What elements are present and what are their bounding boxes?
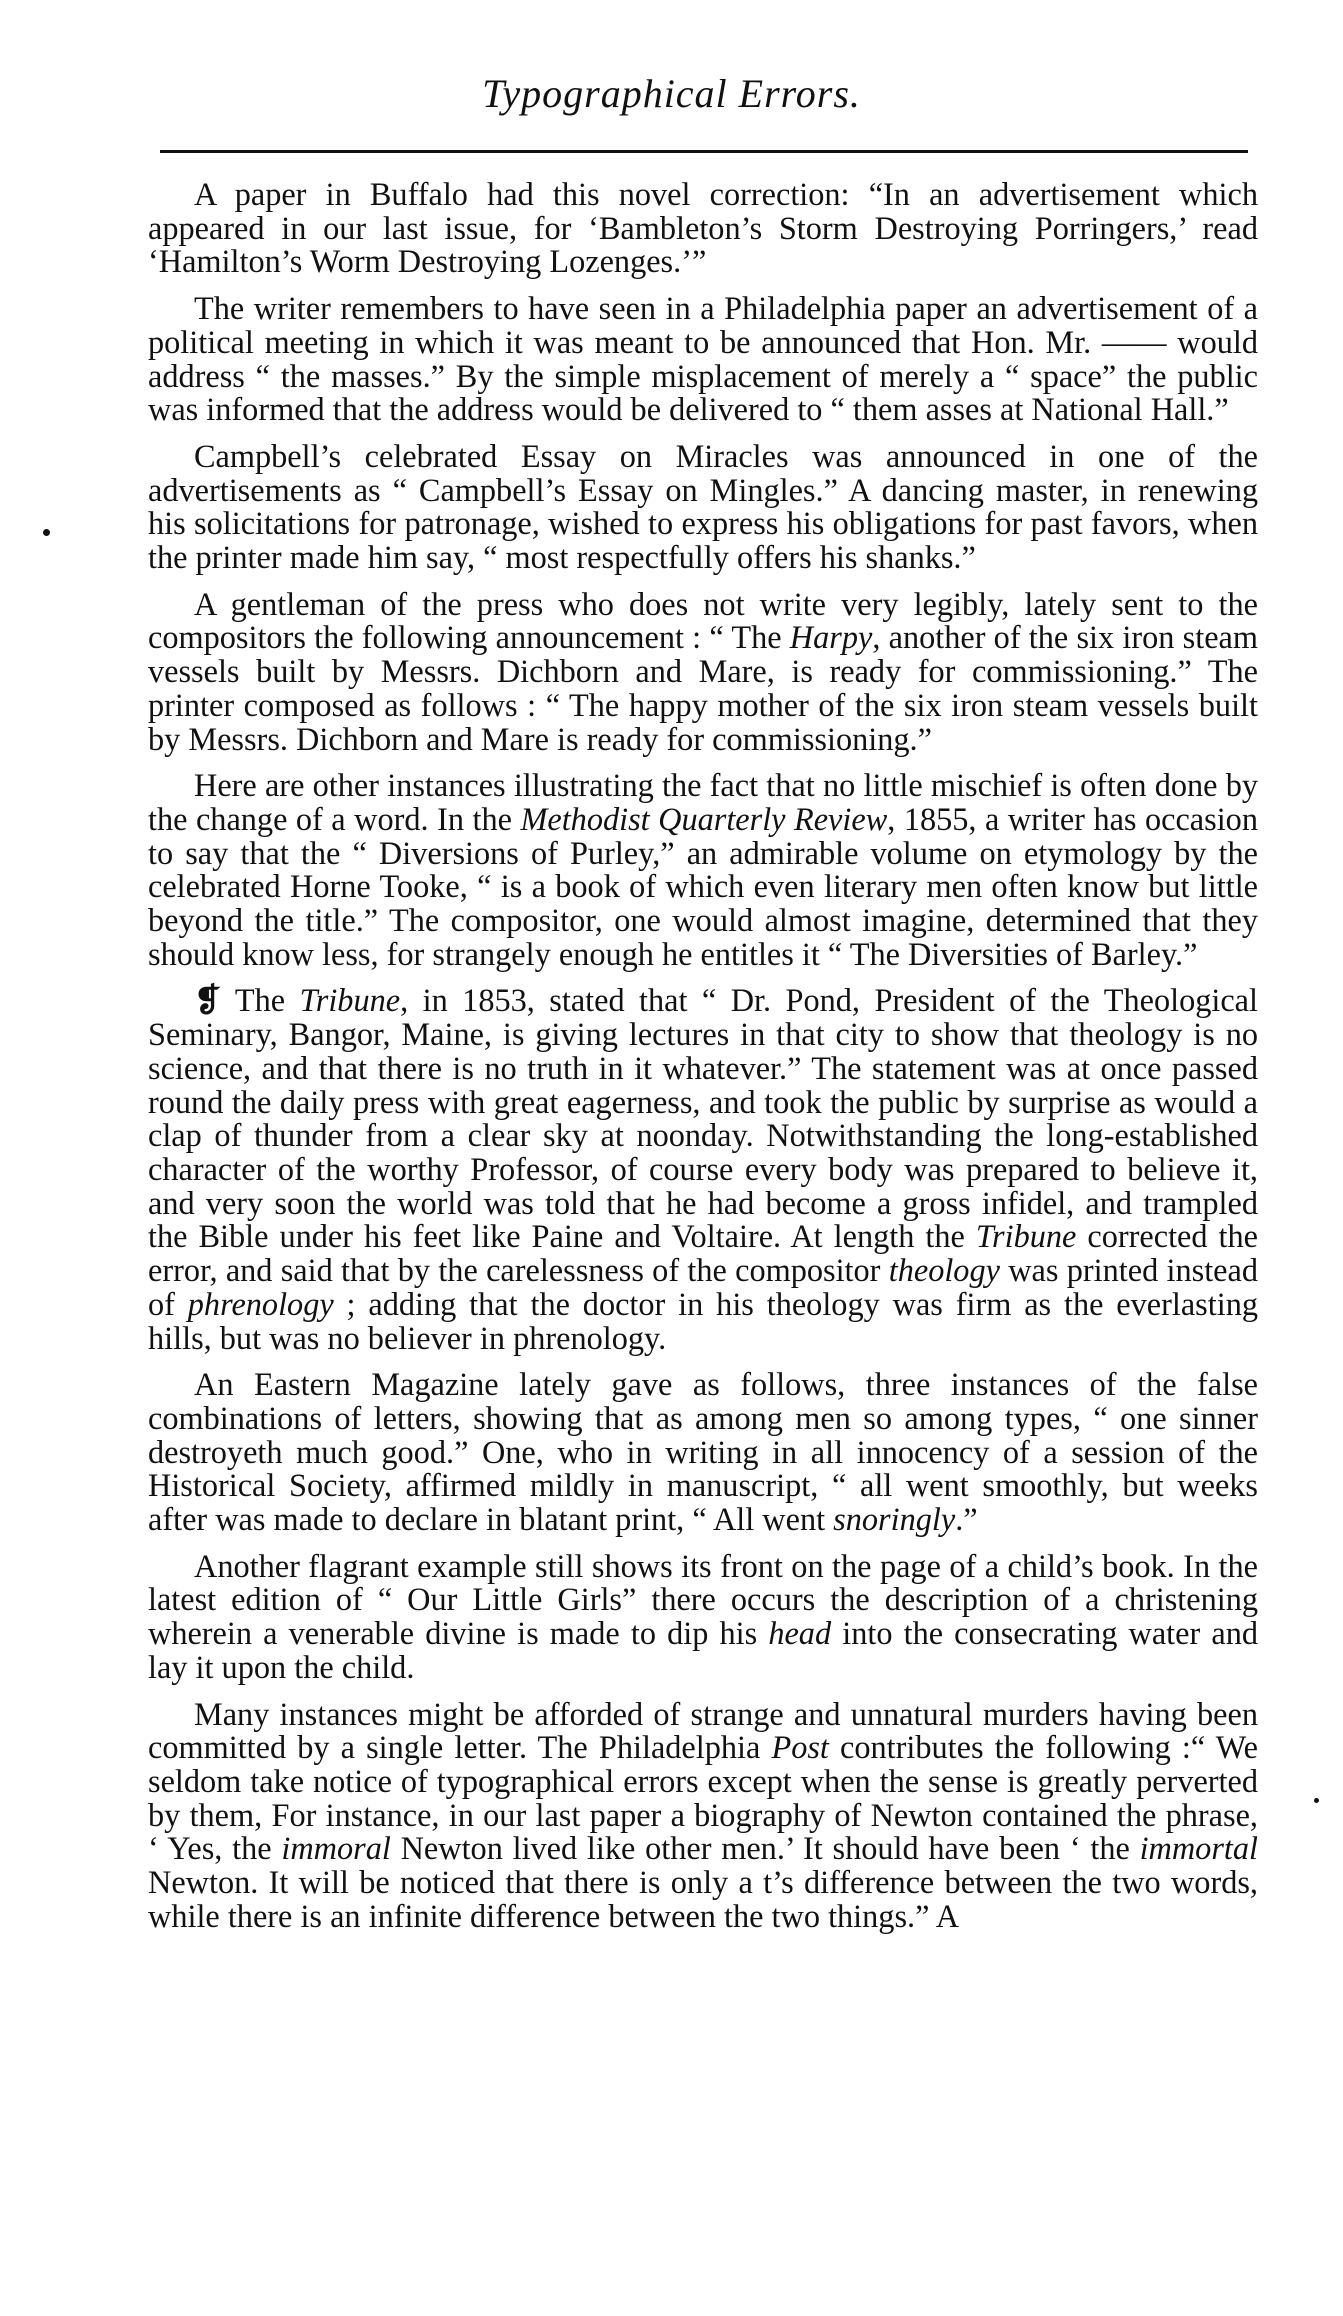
italic-text: theology	[888, 1252, 1000, 1289]
ink-speck	[1314, 1798, 1319, 1803]
paragraph	[148, 292, 1258, 427]
text-run: Newton lived like other men.’ It should have been ‘ the	[390, 1830, 1140, 1867]
paragraph	[148, 1695, 1258, 1934]
body-text	[148, 178, 1258, 1946]
text-run: The writer remembers to have seen in a Philadelphia paper an advertisement of a political meeting in which it was meant to be announced that Hon. Mr. —— would address “ the masses.” By the simple misplacement of merely a “ space” the public was informed that the address would be delivered to “ them asses at National Hall.”	[148, 290, 1258, 428]
text-run: , in 1853, stated that “ Dr. Pond, President of the Theological Seminary, Bangor, Maine, is giving lectures in that city to show that theology is no science, and that there is no truth in it whatever.” The statement was at once passed round the daily press with great eagerness, and took the public by surprise as would a clap of thunder from a clear sky at noonday. Notwithstanding the long-established character of the worthy Professor, of course every body was prepared to believe it, and very soon the world was told that he had become a gross infidel, and trampled the Bible under his feet like Paine and Voltaire. At length the	[148, 982, 1258, 1255]
italic-text: Tribune	[975, 1218, 1077, 1255]
paragraph	[148, 769, 1258, 971]
paragraph	[148, 437, 1258, 576]
italic-text: immoral	[281, 1830, 391, 1867]
italic-text: immortal	[1139, 1830, 1258, 1867]
text-run: Campbell’s celebrated Essay on Miracles was announced in one of the advertisements as “ Campbell’s Essay on Mingles.” A dancing master, in renewing his solicitations for patronage, wished to express his obligations for past favors, when the printer made him say, “ most respectfully offers his shanks.”	[148, 437, 1258, 576]
paragraph-mark: ❡	[194, 982, 222, 1019]
running-head: Typographical Errors.	[482, 71, 861, 116]
text-run: ; adding that the doctor in his theology was firm as the everlasting hills, but was no believer in phrenology.	[148, 1285, 1258, 1356]
text-run: corrected the error, and said that by the carelessness of the compositor	[148, 1218, 1258, 1289]
text-run: was printed instead of	[148, 1252, 1258, 1322]
text-run: , another of the six iron steam vessels built by Messrs. Dichborn and Mare, is ready for commissioning.” The printer composed as follows : “ The happy mother of the six iron steam vessels built by Messrs. Dichborn and Mare is ready for commissioning.”	[148, 619, 1258, 757]
text-run: contributes the following :“ We seldom take notice of typographical errors except when the sense is greatly perverted by them, For instance, in our last paper a biography of Newton contained the phrase, ‘ Yes, the	[148, 1729, 1258, 1867]
ink-speck	[43, 529, 50, 536]
italic-text: Post	[771, 1729, 829, 1766]
text-run: Many instances might be afforded of strange and unnatural murders having been committed by a single letter. The Philadelphia	[148, 1695, 1258, 1766]
italic-text: phrenology	[187, 1285, 334, 1322]
italic-text: head	[768, 1615, 832, 1652]
header-rule	[160, 150, 1248, 153]
italic-text: Tribune	[299, 982, 401, 1019]
paragraph	[148, 984, 1258, 1355]
paragraph	[148, 1368, 1258, 1537]
text-run: An Eastern Magazine lately gave as follows, three instances of the false combinations of letters, showing that as among men so among types, “ one sinner destroyeth much good.” One, who in writing in all innocency of a session of the Historical Society, affirmed mildly in manuscript, “ all went smoothly, but weeks after was made to declare in blatant print, “ All went	[148, 1366, 1258, 1538]
italic-text: snoringly	[833, 1501, 956, 1538]
paragraph	[148, 585, 1258, 757]
text-run: Another flagrant example still shows its front on the page of a child’s book. In the latest edition of “ Our Little Girls” there occurs the description of a christening wherein a venerable divine is made to dip his	[148, 1547, 1258, 1652]
text-run: A gentleman of the press who does not write very legibly, lately sent to the compositors the following announcement : “ The	[148, 585, 1258, 656]
text-run: into the consecrating water and lay it upon the child.	[148, 1615, 1258, 1685]
text-run: .”	[955, 1501, 978, 1538]
paragraph	[148, 178, 1258, 279]
paragraph	[148, 1547, 1258, 1685]
text-run: Newton. It will be noticed that there is only a t’s difference between the two words, while there is an infinite difference between the two things.” A	[148, 1864, 1258, 1934]
italic-text: Harpy	[789, 619, 873, 656]
text-run: , 1855, a writer has occasion to say that the “ Diversions of Purley,” an admirable volume on etymology by the celebrated Horne Tooke, “ is a book of which even literary men often know but little beyond the title.” The compositor, one would almost imagine, determined that they should know less, for strangely enough he entitles it “ The Diversities of Barley.”	[148, 800, 1258, 972]
text-run: The	[221, 982, 300, 1019]
text-run: A paper in Buffalo had this novel correction: “In an advertisement which appeared in our last issue, for ‘Bambleton’s Storm Destroying Porringers,’ read ‘Hamilton’s Worm Destroying Lozenges.’”	[148, 176, 1258, 280]
italic-text: Methodist Quarterly Review	[520, 800, 888, 837]
text-run: Here are other instances illustrating the fact that no little mischief is often done by the change of a word. In the	[148, 767, 1258, 837]
